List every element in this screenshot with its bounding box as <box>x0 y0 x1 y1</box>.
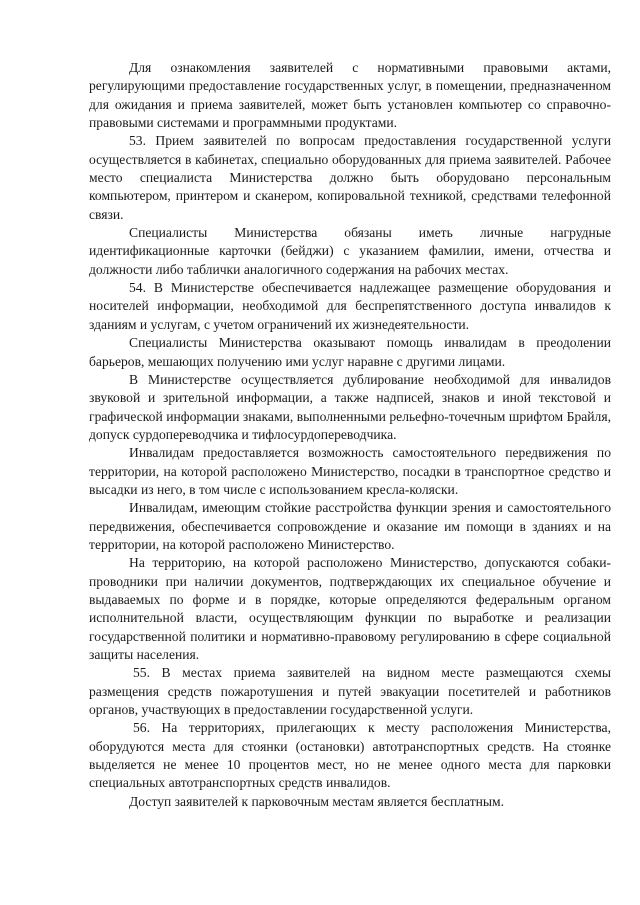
paragraph-movement: Инвалидам предоставляется возможность самостоятельного передвижения по территории, на которой расположено Министерство, посадки в транспортное средство и высадки из него, в том числе с использованием кресла-коляски. <box>89 445 611 497</box>
paragraph-free-parking: Доступ заявителей к парковочным местам является бесплатным. <box>129 793 505 809</box>
paragraph-guide-dogs: На территорию, на которой расположено Министерство, допускаются собаки-проводники при наличии документов, подтверждающих их специальное обучение и выдаваемых по форме и в порядке, которые определяются федеральным органом исполнительной власти, осуществляющим функции по выработке и реализации государственной политики и нормативно-правовому регулированию в сфере социальной защиты населения. <box>89 555 611 662</box>
paragraph-assistance: Специалисты Министерства оказывают помощь инвалидам в преодолении барьеров, мешающих получению ими услуг наравне с другими лицами. <box>89 335 611 369</box>
paragraph-badges: Специалисты Министерства обязаны иметь личные нагрудные идентификационные карточки (бейджи) с указанием фамилии, имени, отчества и должности либо таблички аналогичного содержания на рабочих местах. <box>89 225 611 277</box>
paragraph-visual-impairment: Инвалидам, имеющим стойкие расстройства функции зрения и самостоятельного передвижения, обеспечивается сопровождение и оказание им помощи в зданиях и на территории, на которой расположено Министерство. <box>89 500 611 552</box>
paragraph-56-parking: 56. На территориях, прилегающих к месту расположения Министерства, оборудуются места для стоянки (остановки) автотранспортных средств. На стоянке выделяется не менее 10 процентов мест, но не менее одного места для парковки специальных автотранспортных средств инвалидов. <box>89 720 611 791</box>
paragraph-55-evacuation: 55. В местах приема заявителей на видном месте размещаются схемы размещения средств пожаротушения и путей эвакуации посетителей и работников органов, участвующих в предоставлении государственной услуги. <box>89 665 611 718</box>
paragraph-braille: В Министерстве осуществляется дублирование необходимой для инвалидов звуковой и зрительной информации, а также надписей, знаков и иной текстовой и графической информации знаками, выполненными рельефно-точечным шрифтом Брайля, допуск сурдопереводчика и тифлосурдопереводчика. <box>89 371 611 442</box>
document-page <box>89 59 611 811</box>
paragraph-info-systems: Для ознакомления заявителей с нормативными правовыми актами, регулирующими предоставление государственных услуг, в помещении, предназначенном для ожидания и приема заявителей, может быть установлен компьютер со справочно-правовыми системами и программными продуктами. <box>89 60 611 131</box>
paragraph-54-accessibility: 54. В Министерстве обеспечивается надлежащее размещение оборудования и носителей информации, необходимой для беспрепятственного доступа инвалидов к зданиям и услугам, с учетом ограничений их жизнедеятельности. <box>89 280 611 332</box>
paragraph-53-reception: 53. Прием заявителей по вопросам предоставления государственной услуги осуществляется в кабинетах, специально оборудованных для приема заявителей. Рабочее место специалиста Министерства должно быть оборудовано персональным компьютером, принтером и сканером, копировальной техникой, средствами телефонной связи. <box>89 133 611 222</box>
